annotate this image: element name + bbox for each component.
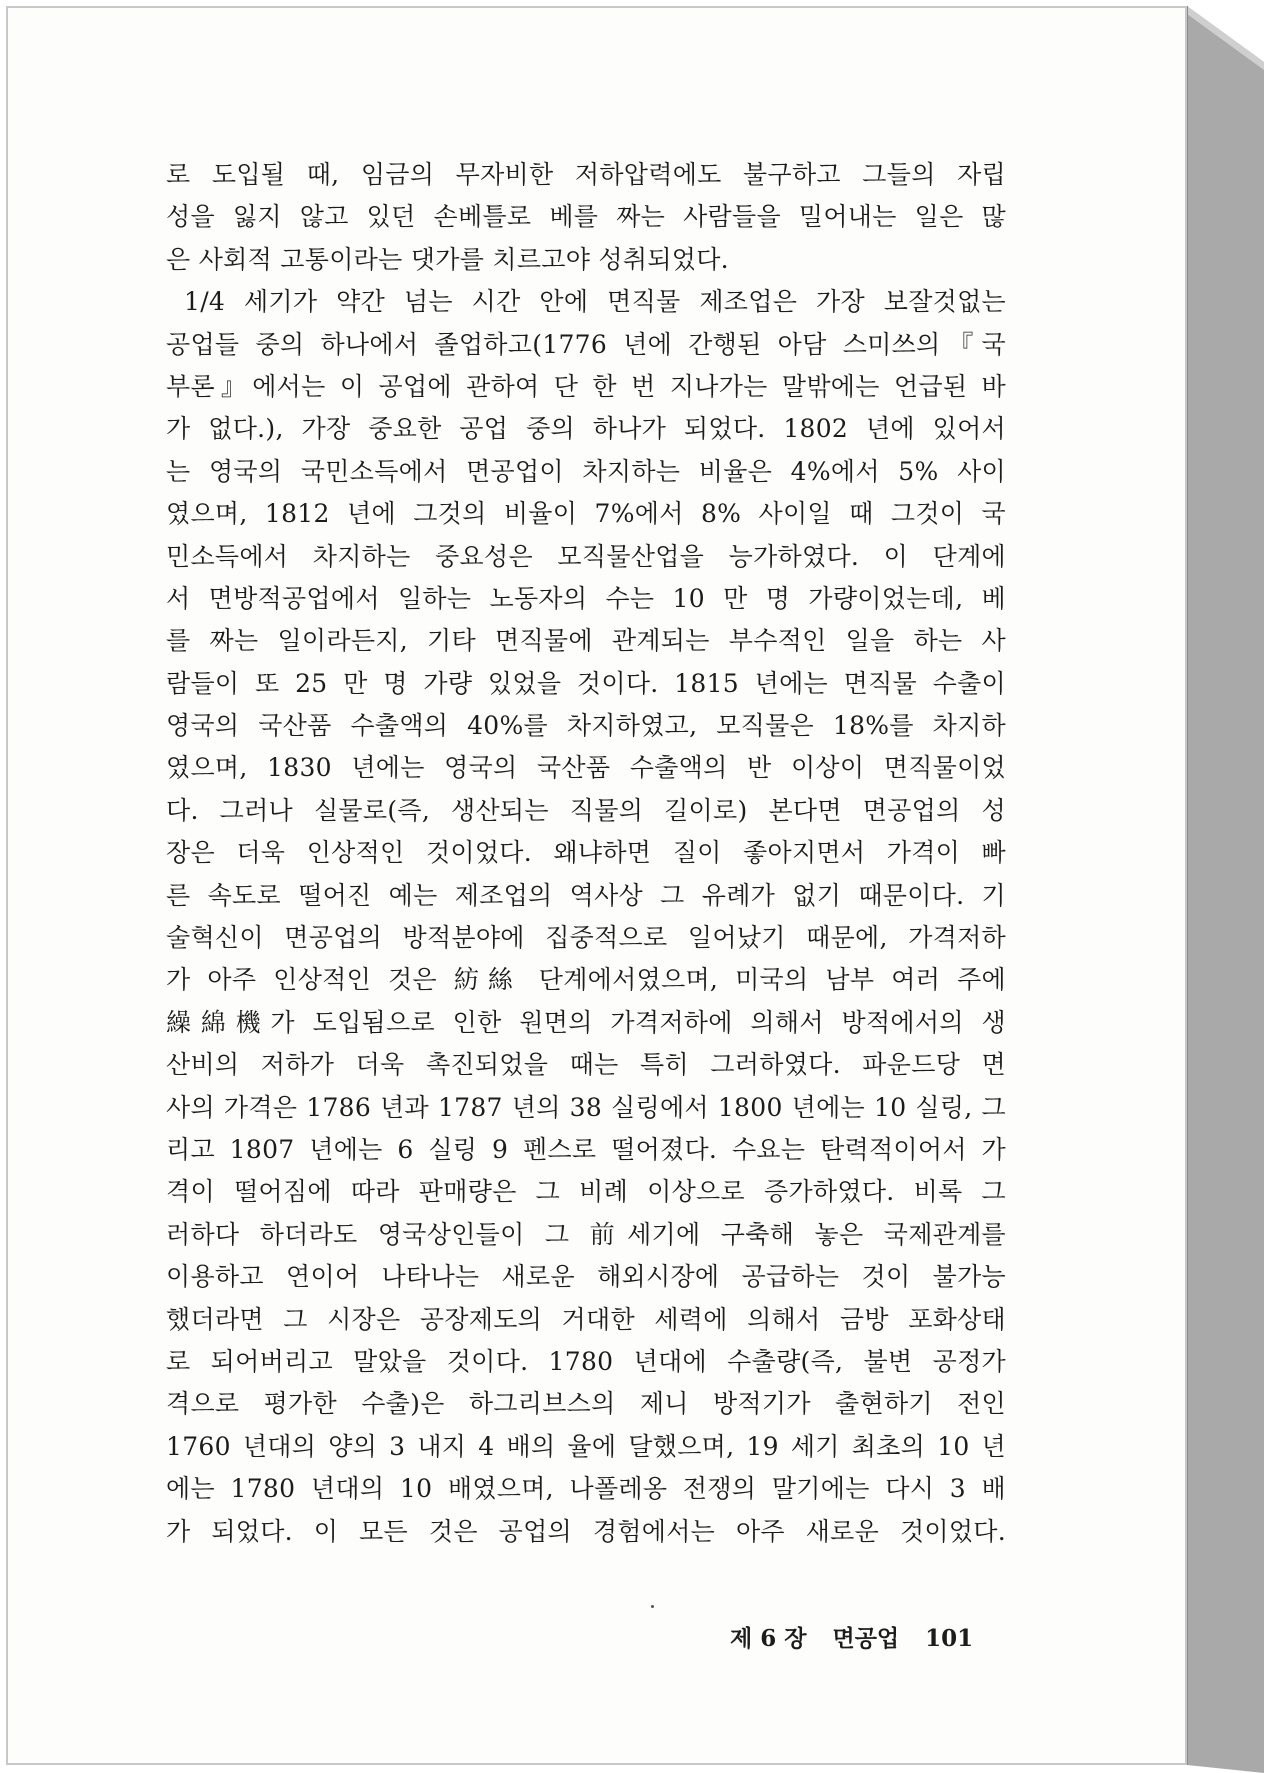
chapter-label: 제 6 장 (730, 1625, 807, 1652)
text-line: 는 영국의 국민소득에서 면공업이 차지하는 비율은 4%에서 5% 사이 (166, 456, 1006, 486)
text-line: 산비의 저하가 더욱 촉진되었을 때는 특히 그러하였다. 파운드당 면 (166, 1050, 1006, 1080)
text-line: 은 사회적 고통이라는 댓가를 치르고야 성취되었다. (166, 244, 729, 274)
text-line: 였으며, 1812 년에 그것의 비율이 7%에서 8% 사이일 때 그것이 국 (166, 499, 1006, 529)
text-line: 였으며, 1830 년에는 영국의 국산품 수출액의 반 이상이 면직물이었 (166, 753, 1006, 783)
text-line: 람들이 또 25 만 명 가량 있었을 것이다. 1815 년에는 면직물 수출이 (166, 668, 1006, 698)
text-line: 성을 잃지 않고 있던 손베틀로 베를 짜는 사람들을 밀어내는 일은 많 (166, 202, 1006, 232)
text-line: 격으로 평가한 수출)은 하그리브스의 제니 방적기가 출현하기 전인 (166, 1389, 1006, 1419)
text-line: 가 아주 인상적인 것은 紡絲 단계에서였으며, 미국의 남부 여러 주에 (166, 965, 1006, 995)
text-line: 사의 가격은 1786 년과 1787 년의 38 실링에서 1800 년에는 10 실링, 그 (166, 1092, 1006, 1122)
text-line: 가 없다.), 가장 중요한 공업 중의 하나가 되었다. 1802 년에 있어서 (166, 414, 1006, 444)
text-line: 서 면방적공업에서 일하는 노동자의 수는 10 만 명 가량이었는데, 베 (166, 583, 1006, 613)
text-line: 격이 떨어짐에 따라 판매량은 그 비례 이상으로 증가하였다. 비록 그 (166, 1177, 1006, 1207)
text-line: 른 속도로 떨어진 예는 제조업의 역사상 그 유례가 없기 때문이다. 기 (166, 880, 1006, 910)
text-line: 했더라면 그 시장은 공장제도의 거대한 세력에 의해서 금방 포화상태 (166, 1304, 1006, 1334)
book-page (6, 6, 1187, 1765)
text-line: 1760 년대의 양의 3 내지 4 배의 율에 달했으며, 19 세기 최초의 10 년 (166, 1431, 1006, 1461)
text-line: 1/4 세기가 약간 넘는 시간 안에 면직물 제조업은 가장 보잘것없는 (184, 287, 1006, 317)
ink-dot (651, 1605, 654, 1608)
text-line: 공업들 중의 하나에서 졸업하고(1776 년에 간행된 아담 스미쓰의『국 (166, 329, 1006, 359)
page-number: 101 (925, 1625, 974, 1652)
text-line: 리고 1807 년에는 6 실링 9 펜스로 떨어졌다. 수요는 탄력적이어서 가 (166, 1134, 1006, 1164)
text-line: 술혁신이 면공업의 방적분야에 집중적으로 일어났기 때문에, 가격저하 (166, 923, 1006, 953)
text-line: 민소득에서 차지하는 중요성은 모직물산업을 능가하였다. 이 단계에 (166, 541, 1006, 571)
chapter-title: 면공업 (832, 1625, 900, 1652)
page-body (166, 154, 1006, 1553)
text-line: 로 되어버리고 말았을 것이다. 1780 년대에 수출량(즉, 불변 공정가 (166, 1346, 1006, 1376)
text-line: 로 도입될 때, 임금의 무자비한 저하압력에도 불구하고 그들의 자립 (166, 160, 1006, 189)
text-line: 繰綿機가 도입됨으로 인한 원면의 가격저하에 의해서 방적에서의 생 (166, 1007, 1006, 1037)
text-line: 장은 더욱 인상적인 것이었다. 왜냐하면 질이 좋아지면서 가격이 빠 (166, 838, 1006, 868)
text-line: 영국의 국산품 수출액의 40%를 차지하였고, 모직물은 18%를 차지하 (166, 711, 1006, 741)
text-line: 이용하고 연이어 나타나는 새로운 해외시장에 공급하는 것이 불가능 (166, 1262, 1006, 1292)
text-line: 부론』에서는 이 공업에 관하여 단 한 번 지나가는 말밖에는 언급된 바 (166, 371, 1006, 401)
page-footer (730, 1620, 991, 1653)
text-line: 를 짜는 일이라든지, 기타 면직물에 관계되는 부수적인 일을 하는 사 (166, 626, 1006, 656)
text-line: 다. 그러나 실물로(즉, 생산되는 직물의 길이로) 본다면 면공업의 성 (166, 795, 1006, 825)
text-line: 에는 1780 년대의 10 배였으며, 나폴레옹 전쟁의 말기에는 다시 3 배 (166, 1474, 1006, 1504)
text-line: 가 되었다. 이 모든 것은 공업의 경험에서는 아주 새로운 것이었다. (166, 1516, 1006, 1546)
text-line: 러하다 하더라도 영국상인들이 그 前세기에 구축해 놓은 국제관계를 (166, 1219, 1006, 1249)
